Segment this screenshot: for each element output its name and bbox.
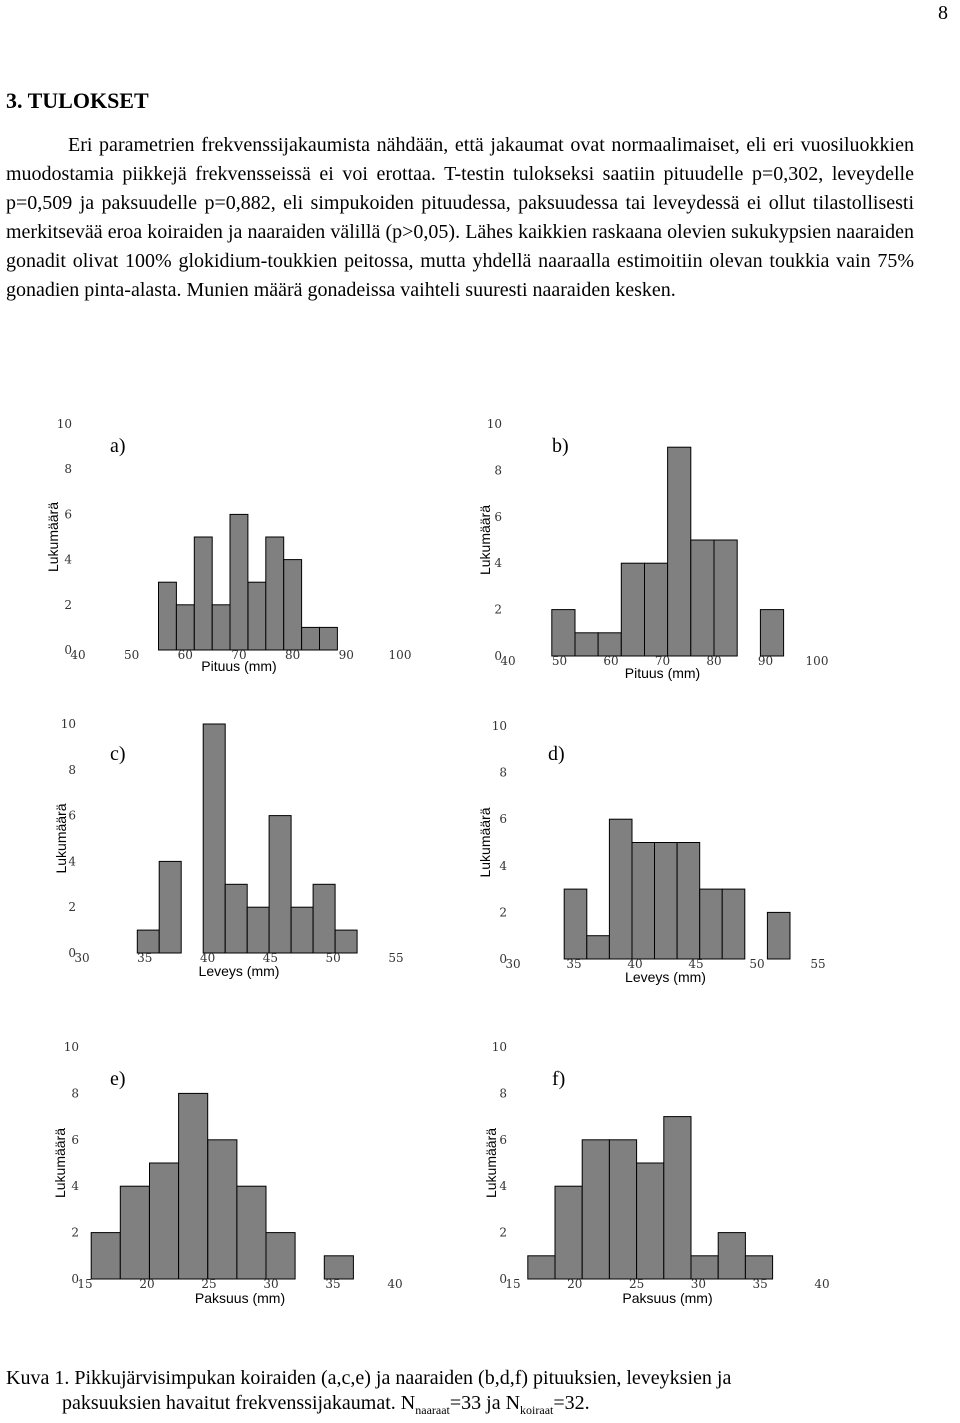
y-tick-label: 0	[494, 649, 502, 663]
x-axis-label: Leveys (mm)	[198, 963, 280, 979]
x-tick-label: 40	[814, 1277, 830, 1291]
histogram-bar	[230, 514, 248, 650]
histogram-bar	[637, 1163, 664, 1279]
y-tick-label: 6	[68, 808, 76, 823]
histogram-bar	[137, 930, 159, 953]
x-tick-label: 15	[505, 1277, 521, 1291]
histogram-bar	[159, 861, 181, 953]
histogram-panel-b	[477, 417, 828, 681]
panel-label: c)	[110, 743, 126, 765]
x-tick-label: 40	[627, 957, 643, 971]
histogram-bar	[284, 560, 302, 650]
histogram-bar	[714, 540, 737, 656]
x-axis-label: Paksuus (mm)	[194, 1290, 286, 1306]
histogram-bar	[722, 889, 745, 959]
x-tick-label: 35	[752, 1277, 768, 1291]
y-axis-label: Lukumäärä	[52, 1127, 68, 1199]
histogram-bar	[575, 633, 598, 656]
histogram-bar	[313, 884, 335, 953]
histogram-bar	[668, 447, 691, 656]
histogram-bar	[718, 1233, 745, 1279]
x-tick-label: 90	[757, 654, 774, 668]
x-axis-label: Pituus (mm)	[624, 665, 701, 681]
histogram-bar	[320, 627, 338, 650]
x-tick-label: 40	[199, 951, 216, 965]
histogram-bar	[609, 1140, 636, 1279]
page-number: 8	[938, 2, 948, 24]
histogram-bar	[552, 610, 575, 656]
y-tick-label: 6	[71, 1132, 79, 1147]
y-tick-label: 10	[60, 717, 76, 731]
x-tick-label: 60	[177, 648, 193, 662]
y-tick-label: 4	[71, 1179, 79, 1194]
y-tick-label: 8	[494, 463, 502, 478]
histogram-bar	[767, 912, 790, 959]
histogram-bar	[677, 843, 700, 960]
histogram-bar	[91, 1233, 120, 1279]
histogram-bar	[176, 605, 194, 650]
histogram-bar	[655, 843, 678, 960]
y-tick-label: 10	[486, 417, 502, 431]
y-tick-label: 4	[64, 552, 72, 567]
y-tick-label: 6	[494, 509, 502, 524]
histogram-bar	[159, 582, 177, 650]
x-tick-label: 70	[654, 654, 671, 668]
y-tick-label: 0	[71, 1272, 79, 1286]
histogram-bar	[266, 537, 284, 650]
y-tick-label: 2	[68, 900, 76, 915]
histogram-bar	[691, 540, 714, 656]
histogram-bar	[598, 633, 621, 656]
histogram-panel-c	[53, 717, 404, 979]
x-tick-label: 40	[70, 648, 86, 662]
histogram-bar	[335, 930, 357, 953]
histogram-bar	[745, 1256, 772, 1279]
x-axis-label: Leveys (mm)	[625, 969, 706, 985]
histogram-bar	[120, 1186, 149, 1279]
y-tick-label: 6	[499, 1132, 507, 1147]
panel-label: f)	[552, 1068, 566, 1090]
x-tick-label: 20	[139, 1277, 155, 1291]
histogram-bar	[700, 889, 723, 959]
panel-label: b)	[552, 435, 569, 457]
histogram-bar	[302, 627, 320, 650]
x-tick-label: 20	[567, 1277, 583, 1291]
histogram-bar	[179, 1093, 208, 1279]
y-axis-label: Lukumäärä	[483, 1127, 499, 1199]
x-axis-label: Paksuus (mm)	[622, 1290, 713, 1306]
y-tick-label: 8	[68, 762, 76, 777]
y-tick-label: 2	[64, 597, 72, 612]
caption-line-1: Kuva 1. Pikkujärvisimpukan koiraiden (a,c,e) ja naaraiden (b,d,f) pituuksien, leveyksien ja	[6, 1367, 732, 1389]
x-tick-label: 50	[325, 951, 341, 965]
y-tick-label: 4	[499, 858, 507, 873]
x-tick-label: 40	[387, 1277, 403, 1291]
histogram-bar	[269, 816, 291, 953]
y-tick-label: 2	[499, 905, 507, 920]
y-tick-label: 8	[499, 765, 507, 780]
x-tick-label: 35	[325, 1277, 341, 1291]
x-tick-label: 45	[262, 951, 279, 965]
x-axis-label: Pituus (mm)	[201, 658, 277, 674]
y-axis-label: Lukumäärä	[477, 504, 493, 576]
x-tick-label: 50	[749, 957, 765, 971]
x-tick-label: 15	[77, 1277, 93, 1291]
figure-caption	[6, 1366, 914, 1423]
histogram-bar	[203, 724, 225, 953]
x-tick-label: 30	[505, 957, 521, 971]
y-axis-label: Lukumäärä	[45, 501, 61, 573]
x-tick-label: 45	[688, 957, 704, 971]
results-paragraph: Eri parametrien frekvenssijakaumista nähdään, että jakaumat ovat normaalimaiset, eli eri vuosiluokkien muodostamia piikkejä frekvensseissä ei voi erottaa. T-testin tulokseksi saatiin pituudelle p=0,302, leveydelle p=0,509 ja paksuudelle p=0,882, eli simpukoiden pituudessa, paksuudessa tai leveydessä ei ollut tilastollisesti merkitsevää eroa koiraiden ja naaraiden välillä (p>0,05). Lähes kaikkien raskaana olevien sukukypsien naaraiden gonadit olivat 100% glokidium-toukkien peitossa, mutta yhdellä naaraalla estimoitiin olevan toukkia vain 75% gonadien pinta-alasta. Munien määrä gonadeissa vaihteli suuresti naaraiden kesken.	[6, 134, 914, 301]
y-tick-label: 0	[499, 1272, 507, 1286]
histogram-bar	[609, 819, 632, 959]
histogram-panel-a	[45, 417, 411, 674]
y-tick-label: 10	[63, 1040, 79, 1054]
y-tick-label: 4	[68, 854, 76, 869]
histogram-bar	[324, 1256, 353, 1279]
y-tick-label: 4	[494, 556, 502, 571]
x-tick-label: 25	[201, 1277, 217, 1291]
histogram-bar	[587, 936, 610, 959]
histogram-bar	[237, 1186, 266, 1279]
x-tick-label: 55	[810, 957, 826, 971]
histogram-bar	[528, 1256, 555, 1279]
y-tick-label: 10	[491, 1040, 507, 1054]
histogram-bar	[645, 563, 668, 656]
histogram-panel-f	[483, 1040, 830, 1306]
x-tick-label: 50	[124, 648, 140, 662]
y-tick-label: 8	[71, 1086, 79, 1101]
y-axis-label: Lukumäärä	[477, 807, 493, 878]
histogram-bar	[225, 884, 247, 953]
panel-label: e)	[110, 1068, 126, 1090]
y-tick-label: 10	[56, 417, 72, 431]
x-tick-label: 30	[263, 1277, 279, 1291]
histogram-bar	[564, 889, 587, 959]
caption-line-2: paksuuksien havaitut frekvenssijakaumat. $N_{naaraat}=33$ ja $N_{koiraat}=32$.	[62, 1392, 590, 1417]
y-tick-label: 4	[499, 1179, 507, 1194]
histogram-bar	[582, 1140, 609, 1279]
x-tick-label: 60	[603, 654, 619, 668]
histogram-bar	[247, 907, 269, 953]
y-tick-label: 2	[499, 1225, 507, 1240]
histogram-panel-d	[477, 719, 826, 985]
histogram-bar	[194, 537, 212, 650]
y-axis-label: Lukumäärä	[53, 803, 69, 874]
y-tick-label: 6	[499, 812, 507, 827]
histogram-bar	[208, 1140, 237, 1279]
section-title: 3. TULOKSET	[6, 88, 149, 113]
x-tick-label: 30	[74, 951, 90, 965]
histogram-bar	[760, 610, 783, 656]
histogram-bar	[555, 1186, 582, 1279]
y-tick-label: 8	[499, 1086, 507, 1101]
x-tick-label: 100	[805, 654, 829, 668]
y-tick-label: 0	[68, 946, 76, 960]
y-tick-label: 2	[494, 602, 502, 617]
histogram-panel-e	[52, 1040, 403, 1306]
x-tick-label: 90	[338, 648, 354, 662]
histogram-bar	[664, 1117, 691, 1279]
panel-label: d)	[548, 743, 565, 765]
histogram-bar	[266, 1233, 295, 1279]
x-tick-label: 80	[706, 654, 722, 668]
y-tick-label: 8	[64, 462, 72, 477]
x-tick-label: 80	[285, 648, 301, 662]
y-tick-label: 10	[491, 719, 507, 733]
x-tick-label: 70	[231, 648, 247, 662]
y-tick-label: 0	[64, 643, 72, 657]
histogram-bar	[691, 1256, 718, 1279]
histogram-bar	[150, 1163, 179, 1279]
y-tick-label: 6	[64, 507, 72, 522]
y-tick-label: 0	[499, 952, 507, 966]
x-tick-label: 35	[137, 951, 153, 965]
y-tick-label: 2	[71, 1225, 79, 1240]
histogram-bar	[212, 605, 230, 650]
panel-label: a)	[110, 435, 126, 457]
x-tick-label: 55	[388, 951, 404, 965]
histogram-bar	[632, 843, 655, 960]
x-tick-label: 50	[551, 654, 568, 668]
histogram-bar	[291, 907, 313, 953]
x-tick-label: 35	[566, 957, 582, 971]
histogram-bar	[248, 582, 266, 650]
x-tick-label: 40	[500, 654, 516, 668]
x-tick-label: 25	[628, 1277, 645, 1291]
x-tick-label: 30	[690, 1277, 707, 1291]
histogram-bar	[621, 563, 644, 656]
x-tick-label: 100	[388, 648, 412, 662]
